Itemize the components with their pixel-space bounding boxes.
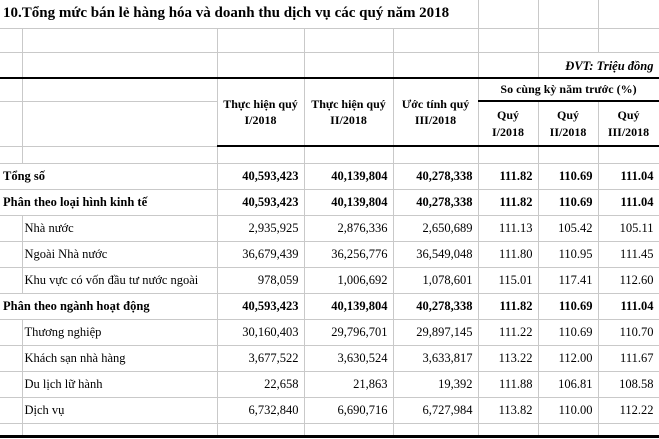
header-row-group bbox=[0, 78, 659, 101]
empty-cell bbox=[0, 423, 22, 436]
empty-cell bbox=[538, 28, 598, 52]
row-label: Phân theo loại hình kinh tế bbox=[0, 189, 217, 215]
row-label: Khách sạn nhà hàng bbox=[22, 345, 217, 371]
table-row bbox=[0, 345, 659, 371]
cell-value: 111.04 bbox=[598, 293, 659, 319]
empty-cell bbox=[304, 28, 393, 52]
cell-value: 112.22 bbox=[598, 397, 659, 423]
empty-cell bbox=[0, 345, 22, 371]
cell-value: 2,876,336 bbox=[304, 215, 393, 241]
cell-value: 110.95 bbox=[538, 241, 598, 267]
row-label: Nhà nước bbox=[22, 215, 217, 241]
cell-value: 29,796,701 bbox=[304, 319, 393, 345]
empty-cell bbox=[22, 101, 217, 146]
empty-cell bbox=[0, 397, 22, 423]
empty-cell bbox=[0, 52, 22, 78]
header-q2-actual: Thực hiện quý II/2018 bbox=[304, 78, 393, 146]
cell-value: 110.69 bbox=[538, 293, 598, 319]
cell-value: 105.42 bbox=[538, 215, 598, 241]
cell-value: 112.60 bbox=[598, 267, 659, 293]
empty-cell bbox=[0, 146, 22, 163]
cell-value: 115.01 bbox=[478, 267, 538, 293]
cell-value: 105.11 bbox=[598, 215, 659, 241]
row-label: Thương nghiệp bbox=[22, 319, 217, 345]
cell-value: 40,139,804 bbox=[304, 189, 393, 215]
cell-value: 112.00 bbox=[538, 345, 598, 371]
cell-value: 117.41 bbox=[538, 267, 598, 293]
empty-cell bbox=[478, 52, 538, 78]
cell-value: 111.04 bbox=[598, 163, 659, 189]
empty-cell bbox=[598, 423, 659, 436]
table-title: 10.Tổng mức bán lẻ hàng hóa và doanh thu dịch vụ các quý năm 2018 bbox=[0, 0, 478, 28]
empty-cell bbox=[0, 101, 22, 146]
cell-value: 111.67 bbox=[598, 345, 659, 371]
cell-value: 111.13 bbox=[478, 215, 538, 241]
empty-cell bbox=[0, 241, 22, 267]
cell-value: 6,690,716 bbox=[304, 397, 393, 423]
empty-cell bbox=[393, 28, 478, 52]
header-q1-actual: Thực hiện quý I/2018 bbox=[217, 78, 304, 146]
empty-cell bbox=[22, 146, 217, 163]
data-rows bbox=[0, 163, 659, 423]
cell-value: 110.69 bbox=[538, 189, 598, 215]
table-head-area bbox=[0, 0, 659, 163]
cell-value: 111.82 bbox=[478, 293, 538, 319]
cell-value: 3,677,522 bbox=[217, 345, 304, 371]
empty-cell bbox=[217, 52, 304, 78]
row-label: Ngoài Nhà nước bbox=[22, 241, 217, 267]
cell-value: 40,278,338 bbox=[393, 189, 478, 215]
cell-value: 40,278,338 bbox=[393, 293, 478, 319]
table-row bbox=[0, 397, 659, 423]
empty-cell bbox=[598, 0, 659, 28]
empty-cell bbox=[22, 28, 217, 52]
cell-value: 40,593,423 bbox=[217, 163, 304, 189]
cell-value: 106.81 bbox=[538, 371, 598, 397]
cell-value: 110.69 bbox=[538, 319, 598, 345]
empty-cell bbox=[304, 146, 393, 163]
cell-value: 2,650,689 bbox=[393, 215, 478, 241]
table-row bbox=[0, 267, 659, 293]
cell-value: 1,006,692 bbox=[304, 267, 393, 293]
table-foot-area bbox=[0, 423, 659, 436]
cell-value: 2,935,925 bbox=[217, 215, 304, 241]
cell-value: 40,593,423 bbox=[217, 293, 304, 319]
empty-cell bbox=[478, 0, 538, 28]
cell-value: 110.00 bbox=[538, 397, 598, 423]
empty-cell bbox=[0, 78, 22, 101]
empty-cell bbox=[538, 0, 598, 28]
cell-value: 111.82 bbox=[478, 163, 538, 189]
empty-cell bbox=[0, 371, 22, 397]
cell-value: 111.22 bbox=[478, 319, 538, 345]
cell-value: 36,679,439 bbox=[217, 241, 304, 267]
cell-value: 978,059 bbox=[217, 267, 304, 293]
empty-cell bbox=[0, 28, 22, 52]
empty-cell bbox=[478, 423, 538, 436]
cell-value: 110.69 bbox=[538, 163, 598, 189]
cell-value: 19,392 bbox=[393, 371, 478, 397]
empty-cell bbox=[538, 423, 598, 436]
cell-value: 40,139,804 bbox=[304, 293, 393, 319]
empty-cell bbox=[304, 423, 393, 436]
empty-cell bbox=[0, 267, 22, 293]
cell-value: 29,897,145 bbox=[393, 319, 478, 345]
header-q3-estimate: Ước tính quý III/2018 bbox=[393, 78, 478, 146]
row-label: Khu vực có vốn đầu tư nước ngoài bbox=[22, 267, 217, 293]
cell-value: 111.45 bbox=[598, 241, 659, 267]
empty-cell bbox=[393, 52, 478, 78]
cell-value: 36,549,048 bbox=[393, 241, 478, 267]
table-row bbox=[0, 319, 659, 345]
title-row bbox=[0, 0, 659, 28]
empty-cell bbox=[478, 146, 538, 163]
row-label: Du lịch lữ hành bbox=[22, 371, 217, 397]
empty-cell bbox=[393, 423, 478, 436]
cell-value: 1,078,601 bbox=[393, 267, 478, 293]
cell-value: 111.82 bbox=[478, 189, 538, 215]
cell-value: 6,732,840 bbox=[217, 397, 304, 423]
table-row bbox=[0, 293, 659, 319]
empty-cell bbox=[217, 28, 304, 52]
empty-cell bbox=[217, 146, 304, 163]
empty-cell bbox=[538, 146, 598, 163]
bottom-row bbox=[0, 423, 659, 436]
table-row bbox=[0, 241, 659, 267]
empty-cell bbox=[0, 215, 22, 241]
empty-cell bbox=[217, 423, 304, 436]
cell-value: 40,593,423 bbox=[217, 189, 304, 215]
row-label: Dịch vụ bbox=[22, 397, 217, 423]
spacer-row bbox=[0, 146, 659, 163]
empty-cell bbox=[478, 28, 538, 52]
row-label: Tổng số bbox=[0, 163, 217, 189]
cell-value: 111.04 bbox=[598, 189, 659, 215]
cell-value: 113.82 bbox=[478, 397, 538, 423]
header-yoy-q3: Quý III/2018 bbox=[598, 101, 659, 146]
header-yoy-q2: Quý II/2018 bbox=[538, 101, 598, 146]
spacer-row bbox=[0, 28, 659, 52]
cell-value: 3,633,817 bbox=[393, 345, 478, 371]
empty-cell bbox=[22, 78, 217, 101]
cell-value: 21,863 bbox=[304, 371, 393, 397]
cell-value: 36,256,776 bbox=[304, 241, 393, 267]
cell-value: 6,727,984 bbox=[393, 397, 478, 423]
empty-cell bbox=[22, 52, 217, 78]
empty-cell bbox=[393, 146, 478, 163]
cell-value: 30,160,403 bbox=[217, 319, 304, 345]
empty-cell bbox=[598, 28, 659, 52]
empty-cell bbox=[22, 423, 217, 436]
cell-value: 40,278,338 bbox=[393, 163, 478, 189]
unit-row bbox=[0, 52, 659, 78]
table-row bbox=[0, 215, 659, 241]
row-label: Phân theo ngành hoạt động bbox=[0, 293, 217, 319]
cell-value: 111.80 bbox=[478, 241, 538, 267]
empty-cell bbox=[304, 52, 393, 78]
table-row bbox=[0, 371, 659, 397]
header-yoy-q1: Quý I/2018 bbox=[478, 101, 538, 146]
cell-value: 113.22 bbox=[478, 345, 538, 371]
empty-cell bbox=[598, 146, 659, 163]
cell-value: 110.70 bbox=[598, 319, 659, 345]
header-yoy-group: So cùng kỳ năm trước (%) bbox=[478, 78, 659, 101]
empty-cell bbox=[0, 319, 22, 345]
unit-note: ĐVT: Triệu đồng bbox=[538, 52, 659, 78]
table-row bbox=[0, 189, 659, 215]
cell-value: 40,139,804 bbox=[304, 163, 393, 189]
table-row bbox=[0, 163, 659, 189]
cell-value: 3,630,524 bbox=[304, 345, 393, 371]
cell-value: 108.58 bbox=[598, 371, 659, 397]
cell-value: 22,658 bbox=[217, 371, 304, 397]
cell-value: 111.88 bbox=[478, 371, 538, 397]
